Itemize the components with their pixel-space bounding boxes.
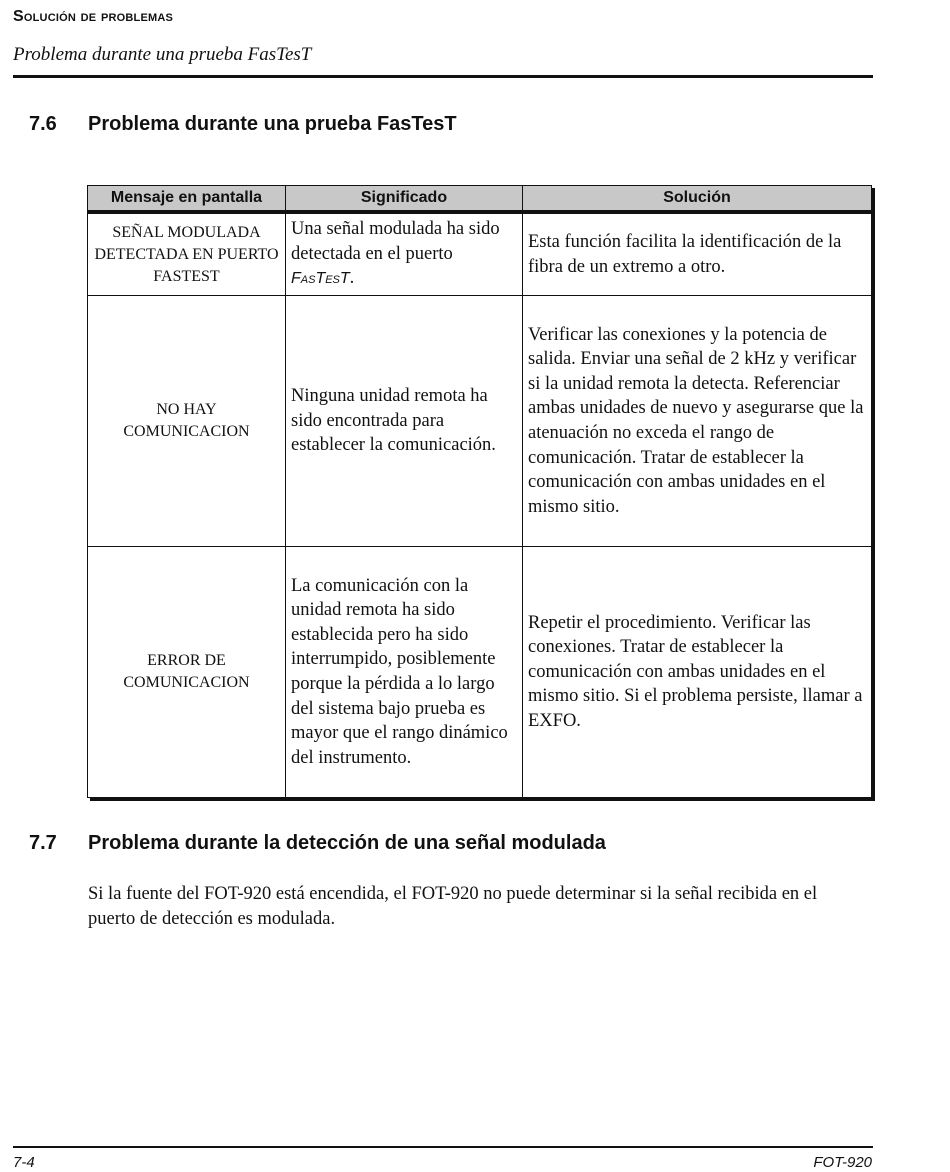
meaning-text: Una señal modulada ha sido detectada en el puerto [291,219,500,264]
table-header-row [88,186,872,213]
fastest-term: FasTesT [291,270,350,288]
section-number: 7.6 [29,113,57,135]
section-7-7-heading [29,832,606,855]
column-header-solution: Solución [523,186,872,213]
solution-cell: Repetir el procedimiento. Verificar las conexiones. Tratar de establecer la comunicación con ambas unidades en el mismo sitio. Si el problema persiste, llamar a EXFO. [523,547,872,798]
meaning-suffix: . [349,268,355,289]
section-7-6-heading [29,113,457,136]
message-cell: SEÑAL MODULADA DETECTADA EN PUERTO FASTEST [88,212,286,296]
running-header-subtitle: Problema durante una prueba FasTesT [13,44,312,65]
page-number: 7-4 [13,1154,35,1171]
column-header-message: Mensaje en pantalla [88,186,286,213]
table-row [88,212,872,296]
solution-cell: Esta función facilita la identificación de la fibra de un extremo a otro. [523,212,872,296]
section-title: Problema durante una prueba FasTesT [88,113,457,135]
message-cell: ERROR DE COMUNICACION [88,547,286,798]
column-header-meaning: Significado [286,186,523,213]
troubleshooting-table [87,185,872,798]
message-cell: NO HAY COMUNICACION [88,296,286,547]
table-row [88,547,872,798]
meaning-cell: Ninguna unidad remota ha sido encontrada para establecer la comunicación. [286,296,523,547]
section-7-7-paragraph: Si la fuente del FOT-920 está encendida, el FOT-920 no puede determinar si la señal recibida en el puerto de detección es modulada. [88,884,818,929]
table-row [88,296,872,547]
header-rule [13,75,873,78]
footer-rule [13,1146,873,1148]
meaning-cell: La comunicación con la unidad remota ha sido establecida pero ha sido interrumpido, posiblemente porque la pérdida a lo largo del sistema bajo prueba es mayor que el rango dinámico del instrumento. [286,547,523,798]
running-header-chapter: Solución de problemas [13,8,174,25]
solution-cell: Verificar las conexiones y la potencia de salida. Enviar una señal de 2 kHz y verificar si la unidad remota la detecta. Referenciar ambas unidades de nuevo y asegurarse que la atenuación no exceda el rango de comunicación. Tratar de establecer la comunicación con ambas unidades en el mismo sitio. [523,296,872,547]
section-title: Problema durante la detección de una señal modulada [88,832,606,854]
footer-model: FOT-920 [813,1154,872,1171]
meaning-cell [286,212,523,296]
section-number: 7.7 [29,832,57,854]
